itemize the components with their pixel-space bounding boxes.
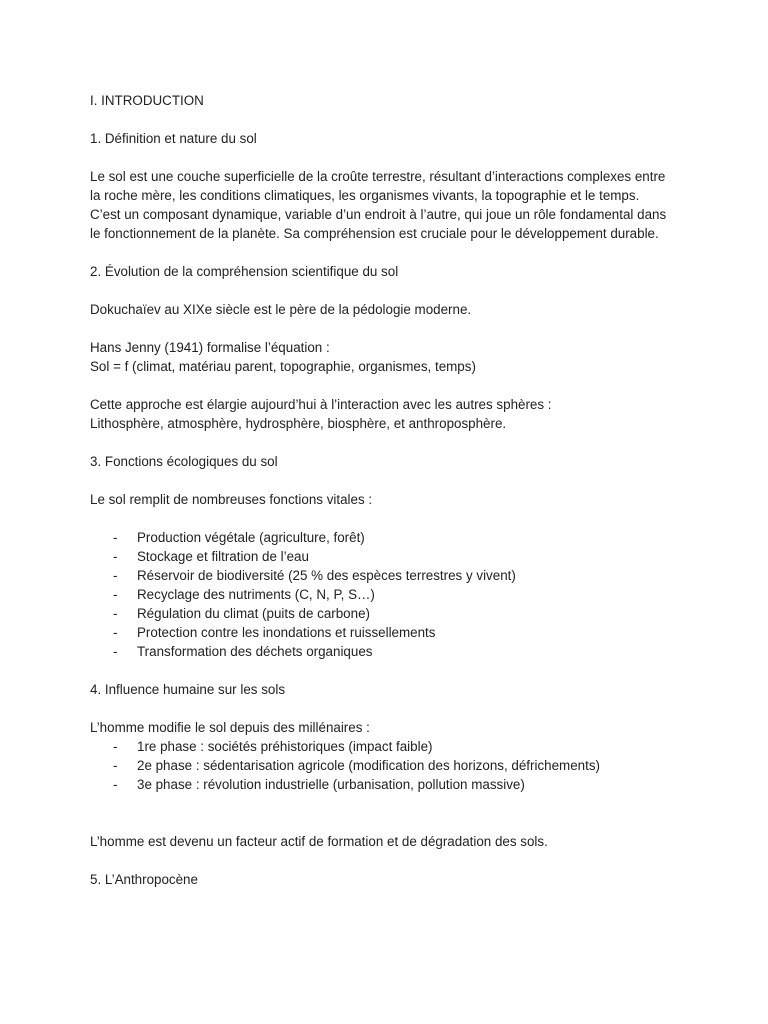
paragraph-influence-intro: L’homme modifie le sol depuis des millénaires : xyxy=(90,720,370,735)
list-bullet: - xyxy=(113,587,118,602)
list-fonctions xyxy=(90,528,670,661)
section-heading-5: 5. L’Anthropocène xyxy=(90,872,198,887)
list-item xyxy=(90,775,670,794)
list-item xyxy=(90,547,670,566)
list-item xyxy=(90,623,670,642)
list-bullet: - xyxy=(113,606,118,621)
list-item xyxy=(90,585,670,604)
list-bullet: - xyxy=(113,625,118,640)
list-item-text: 2e phase : sédentarisation agricole (modification des horizons, défrichements) xyxy=(137,758,600,773)
list-item-text: Stockage et filtration de l’eau xyxy=(137,549,309,564)
paragraph-fonctions-intro: Le sol remplit de nombreuses fonctions vitales : xyxy=(90,492,373,507)
list-item-text: 1re phase : sociétés préhistoriques (impact faible) xyxy=(137,739,433,754)
section-heading-3: 3. Fonctions écologiques du sol xyxy=(90,454,278,469)
list-item-text: 3e phase : révolution industrielle (urbanisation, pollution massive) xyxy=(137,777,525,792)
list-bullet: - xyxy=(113,758,118,773)
list-item-text: Régulation du climat (puits de carbone) xyxy=(137,606,370,621)
list-bullet: - xyxy=(113,549,118,564)
list-item-text: Transformation des déchets organiques xyxy=(137,644,373,659)
list-phases xyxy=(90,737,670,794)
section-heading-2: 2. Évolution de la compréhension scientifique du sol xyxy=(90,264,399,279)
list-item xyxy=(90,528,670,547)
list-item-text: Production végétale (agriculture, forêt) xyxy=(137,530,365,545)
list-item-text: Recyclage des nutriments (C, N, P, S…) xyxy=(137,587,375,602)
paragraph-definition: Le sol est une couche superficielle de la croûte terrestre, résultant d’interactions complexes entre la roche mère, les conditions climatiques, les organismes vivants, la topographie et le temps. xyxy=(90,169,666,203)
paragraph-jenny: Hans Jenny (1941) formalise l’équation : xyxy=(90,340,330,355)
section-heading-introduction: I. INTRODUCTION xyxy=(90,93,204,108)
paragraph-spheres: Lithosphère, atmosphère, hydrosphère, biosphère, et anthroposphère. xyxy=(90,416,507,431)
paragraph-dokuchaiev: Dokuchaïev au XIXe siècle est le père de la pédologie moderne. xyxy=(90,302,472,317)
list-bullet: - xyxy=(113,739,118,754)
equation-jenny: Sol = f (climat, matériau parent, topographie, organismes, temps) xyxy=(90,359,476,374)
paragraph-dynamique: C’est un composant dynamique, variable d’un endroit à l’autre, qui joue un rôle fondamental dans le fonctionnement de la planète. Sa compréhension est cruciale pour le développement durable. xyxy=(90,207,667,241)
section-heading-4: 4. Influence humaine sur les sols xyxy=(90,682,286,697)
document-page xyxy=(90,91,670,889)
list-bullet: - xyxy=(113,644,118,659)
section-heading-1: 1. Définition et nature du sol xyxy=(90,131,257,146)
list-item xyxy=(90,756,670,775)
paragraph-facteur-actif: L’homme est devenu un facteur actif de formation et de dégradation des sols. xyxy=(90,834,548,849)
list-item xyxy=(90,737,670,756)
list-item-text: Protection contre les inondations et ruissellements xyxy=(137,625,436,640)
list-bullet: - xyxy=(113,777,118,792)
list-item xyxy=(90,566,670,585)
list-item xyxy=(90,642,670,661)
list-bullet: - xyxy=(113,568,118,583)
paragraph-approche: Cette approche est élargie aujourd’hui à l’interaction avec les autres sphères : xyxy=(90,397,552,412)
list-item xyxy=(90,604,670,623)
list-bullet: - xyxy=(113,530,118,545)
list-item-text: Réservoir de biodiversité (25 % des espèces terrestres y vivent) xyxy=(137,568,516,583)
